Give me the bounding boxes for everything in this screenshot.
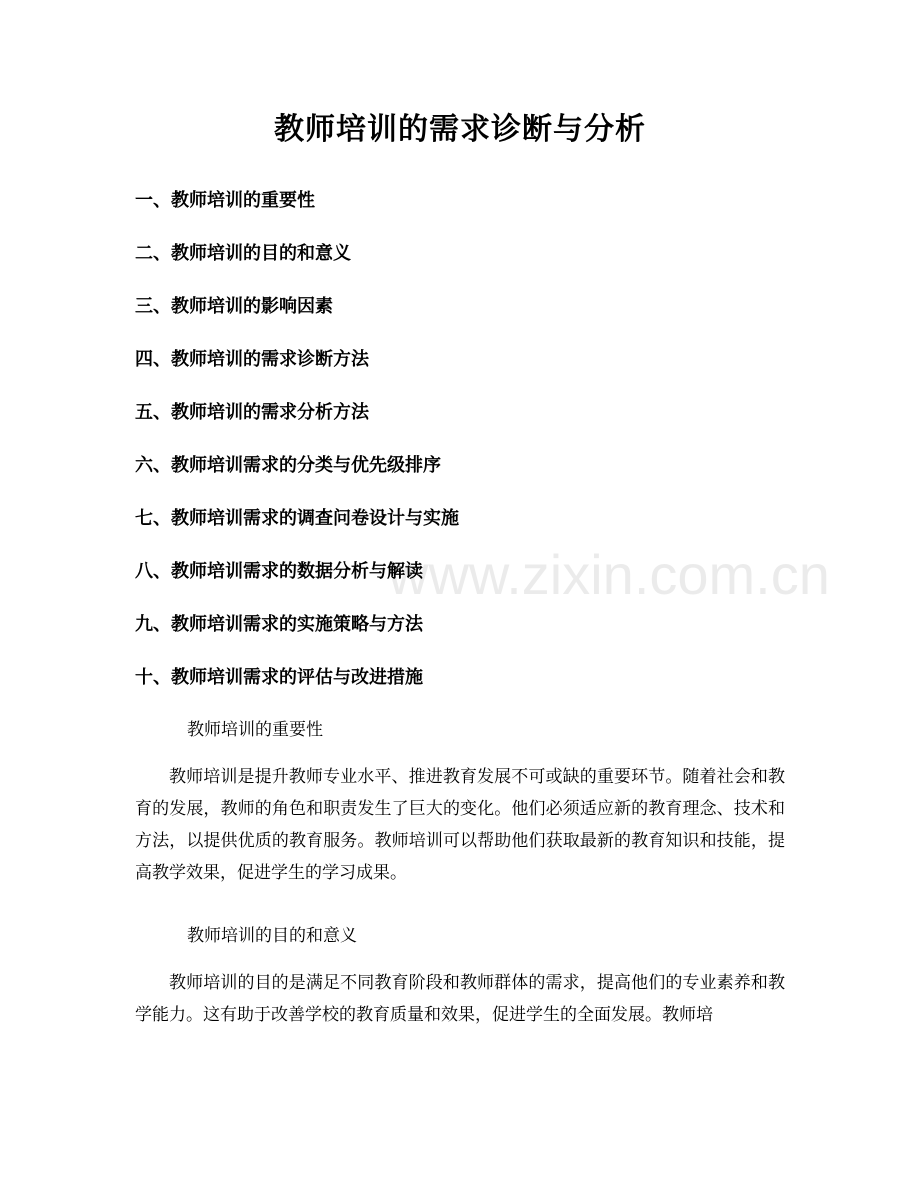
document-title: 教师培训的需求诊断与分析 [274,112,646,147]
toc-item: 九、教师培训需求的实施策略与方法 [135,614,423,635]
section-paragraph: 教师培训是提升教师专业水平、推进教育发展不可或缺的重要环节。随着社会和教育的发展，教师的角色和职责发生了巨大的变化。他们必须适应新的教育理念、技术和方法，以提供优质的教育服务。教师培训可以帮助他们获取最新的教育知识和技能，提高教学效果，促进学生的学习成果。 [135,767,785,883]
section-heading: 教师培训的目的和意义 [187,926,357,946]
toc-item: 八、教师培训需求的数据分析与解读 [135,561,423,582]
toc-item: 一、教师培训的重要性 [135,190,315,211]
toc-item: 四、教师培训的需求诊断方法 [135,349,369,370]
section-heading: 教师培训的重要性 [187,720,323,740]
section-paragraph: 教师培训的目的是满足不同教育阶段和教师群体的需求，提高他们的专业素养和教学能力。这有助于改善学校的教育质量和效果，促进学生的全面发展。教师培 [135,973,785,1025]
toc-item: 十、教师培训需求的评估与改进措施 [135,667,423,688]
watermark: www.zixin.com.cn [388,543,830,606]
table-of-contents [135,186,795,716]
toc-item: 七、教师培训需求的调查问卷设计与实施 [135,508,459,529]
toc-item: 六、教师培训需求的分类与优先级排序 [135,455,441,476]
toc-item: 五、教师培训的需求分析方法 [135,402,369,423]
toc-item: 二、教师培训的目的和意义 [135,243,351,264]
toc-item: 三、教师培训的影响因素 [135,296,333,317]
